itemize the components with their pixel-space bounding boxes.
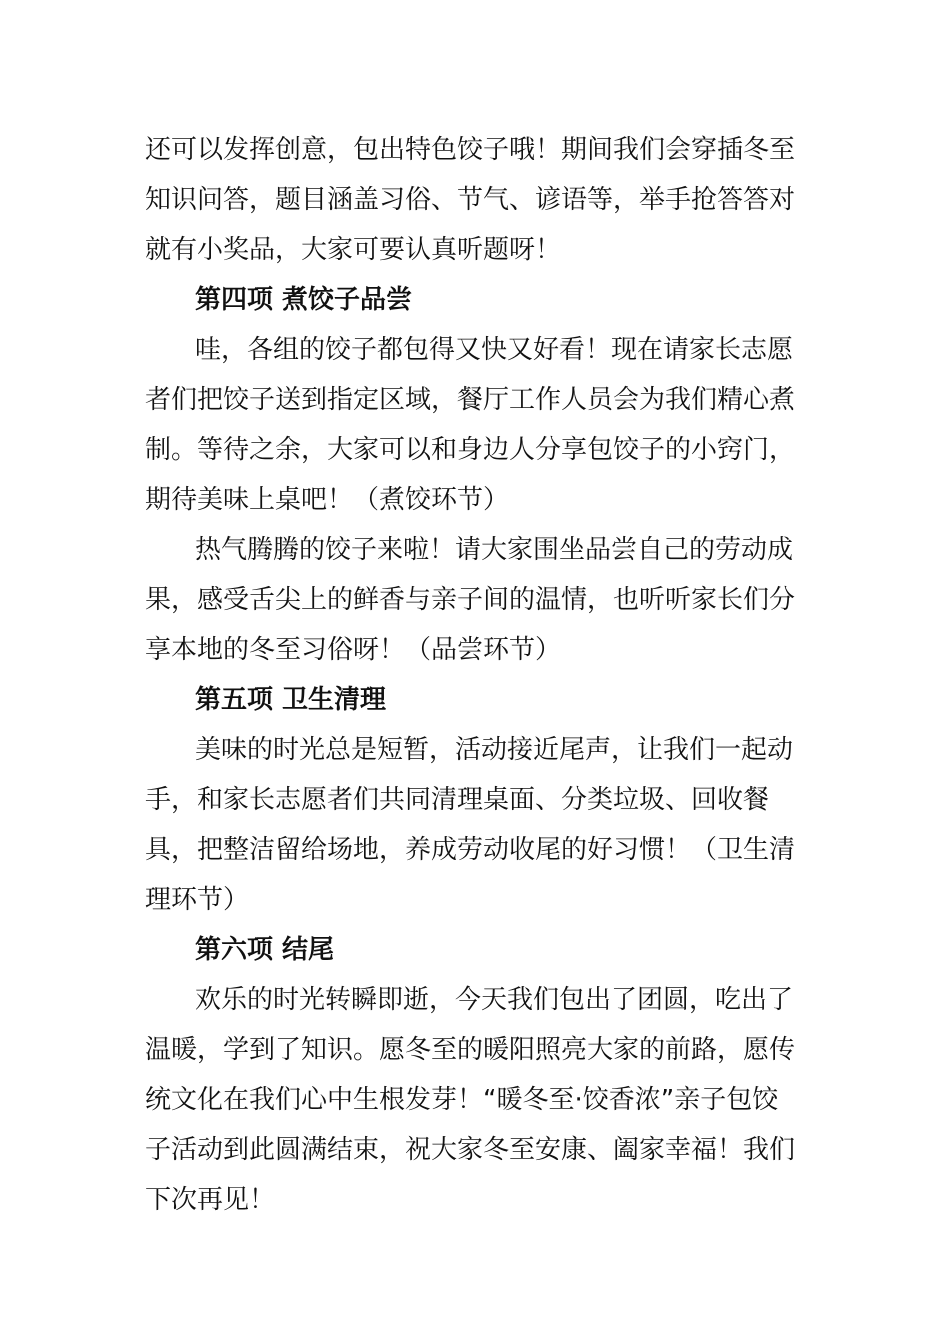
section-heading: 第六项 结尾 [195,935,335,965]
paragraph-line: 下次再见！ [145,1185,276,1215]
paragraph-line: 子活动到此圆满结束，祝大家冬至安康、阖家幸福！我们 [145,1135,796,1165]
paragraph-line: 理环节） [145,885,250,915]
paragraph-line: 果，感受舌尖上的鲜香与亲子间的温情，也听听家长们分 [145,585,796,615]
paragraph-line: 期待美味上桌吧！（煮饺环节） [145,485,510,515]
paragraph-line: 温暖，学到了知识。愿冬至的暖阳照亮大家的前路，愿传 [145,1035,796,1065]
paragraph-line: 知识问答，题目涵盖习俗、节气、谚语等，举手抢答答对 [145,185,796,215]
section-heading: 第五项 卫生清理 [195,685,387,715]
paragraph-line: 者们把饺子送到指定区域，餐厅工作人员会为我们精心煮 [145,385,796,415]
paragraph-line: 统文化在我们心中生根发芽！“暖冬至·饺香浓”亲子包饺 [145,1085,779,1115]
paragraph-line: 热气腾腾的饺子来啦！请大家围坐品尝自己的劳动成 [195,535,794,565]
paragraph-line: 享本地的冬至习俗呀！（品尝环节） [145,635,562,665]
paragraph-line: 具，把整洁留给场地，养成劳动收尾的好习惯！（卫生清 [145,835,796,865]
paragraph-line: 还可以发挥创意，包出特色饺子哦！期间我们会穿插冬至 [145,135,796,165]
paragraph-line: 欢乐的时光转瞬即逝，今天我们包出了团圆，吃出了 [195,985,794,1015]
section-heading: 第四项 煮饺子品尝 [195,285,413,315]
paragraph-line: 美味的时光总是短暂，活动接近尾声，让我们一起动 [195,735,794,765]
paragraph-line: 就有小奖品，大家可要认真听题呀！ [145,235,562,265]
paragraph-line: 手，和家长志愿者们共同清理桌面、分类垃圾、回收餐 [145,785,770,815]
paragraph-line: 制。等待之余，大家可以和身边人分享包饺子的小窍门， [145,435,796,465]
paragraph-line: 哇，各组的饺子都包得又快又好看！现在请家长志愿 [195,335,794,365]
